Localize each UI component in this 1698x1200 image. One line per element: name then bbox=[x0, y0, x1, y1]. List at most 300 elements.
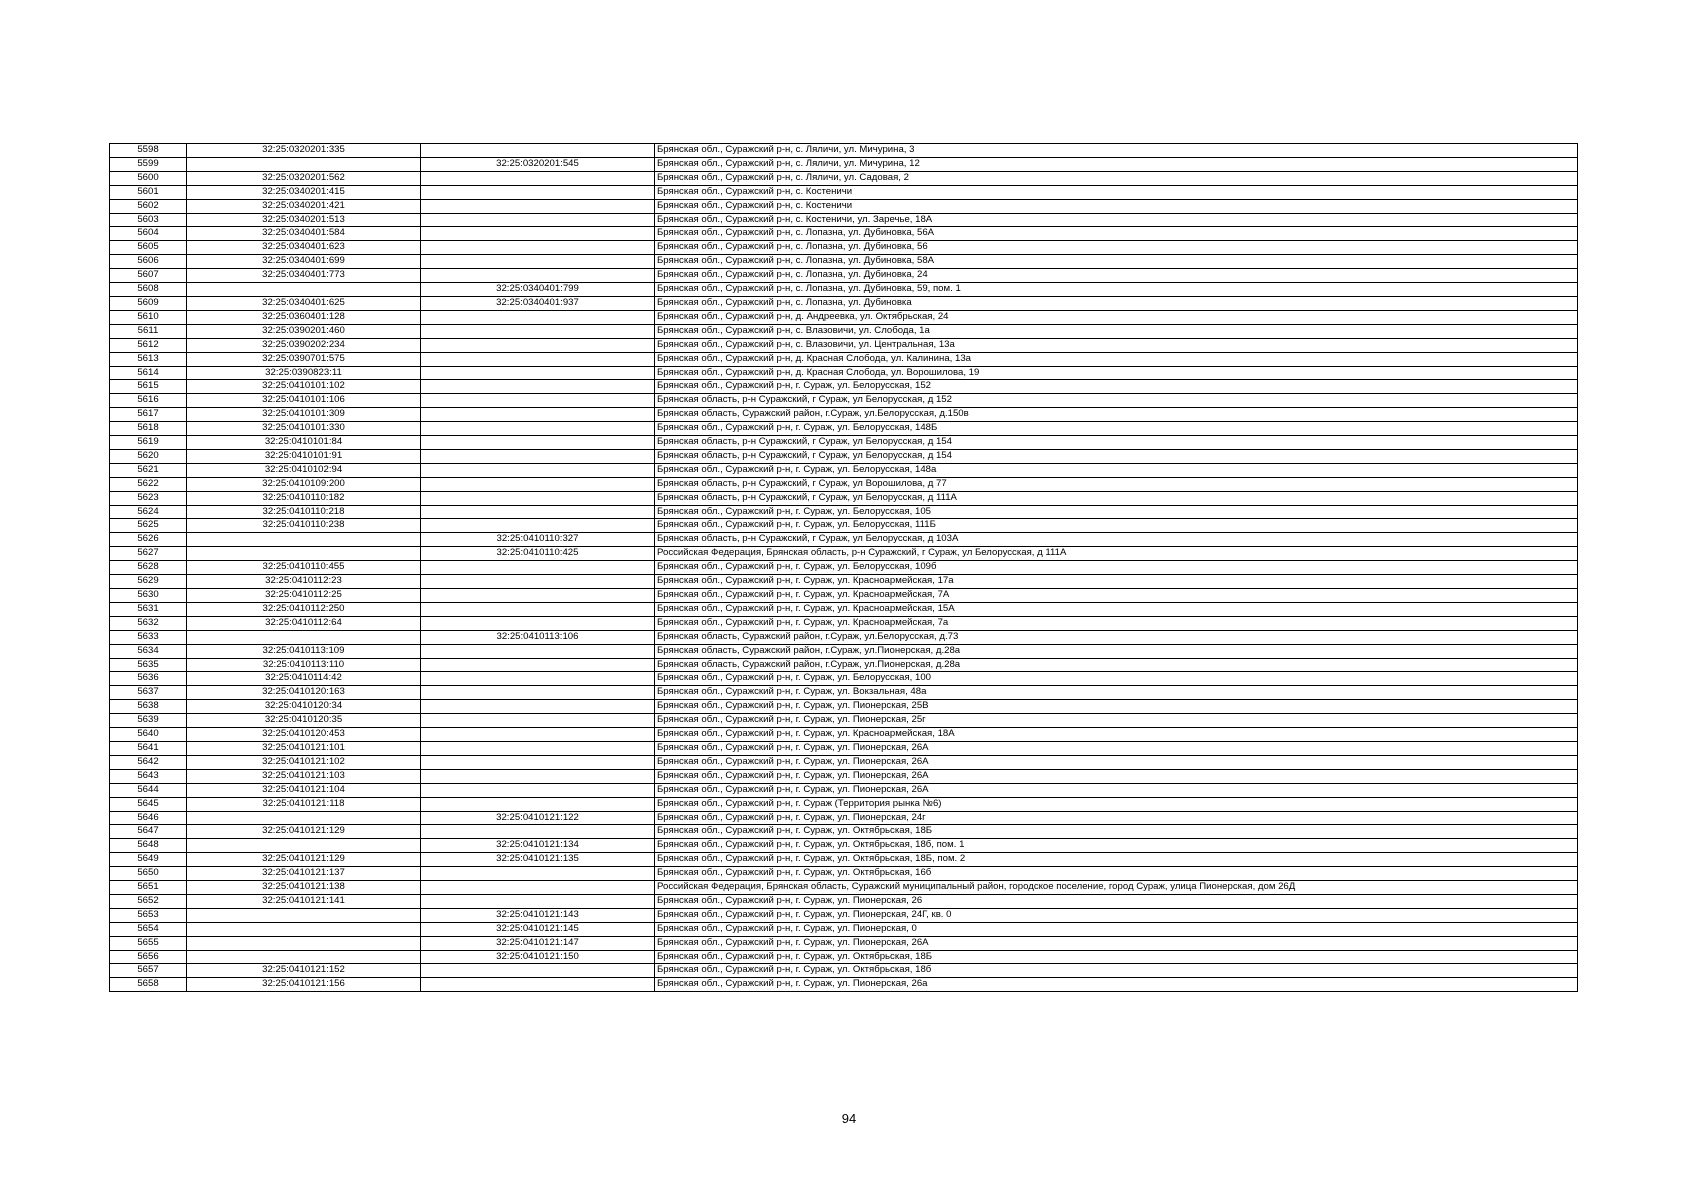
table-row bbox=[110, 575, 1578, 589]
land-cadastral-number-cell: 32:25:0410121:137 bbox=[187, 867, 421, 881]
land-cadastral-number-cell: 32:25:0340201:421 bbox=[187, 199, 421, 213]
table-row bbox=[110, 700, 1578, 714]
address-cell: Брянская обл., Суражский р-н, г. Сураж, ул. Белорусская, 148Б bbox=[655, 422, 1578, 436]
table-row bbox=[110, 769, 1578, 783]
row-number-cell: 5643 bbox=[110, 769, 187, 783]
building-cadastral-number-cell bbox=[421, 171, 655, 185]
land-cadastral-number-cell: 32:25:0390823:11 bbox=[187, 366, 421, 380]
building-cadastral-number-cell bbox=[421, 728, 655, 742]
table-row bbox=[110, 352, 1578, 366]
row-number-cell: 5638 bbox=[110, 700, 187, 714]
address-cell: Брянская обл., Суражский р-н, г. Сураж, ул. Пионерская, 25г bbox=[655, 714, 1578, 728]
building-cadastral-number-cell bbox=[421, 505, 655, 519]
table-row bbox=[110, 144, 1578, 158]
table-row bbox=[110, 867, 1578, 881]
land-cadastral-number-cell: 32:25:0320201:335 bbox=[187, 144, 421, 158]
row-number-cell: 5623 bbox=[110, 491, 187, 505]
address-cell: Брянская обл., Суражский р-н, г. Сураж, ул. Красноармейская, 18А bbox=[655, 728, 1578, 742]
land-cadastral-number-cell bbox=[187, 630, 421, 644]
address-cell: Брянская обл., Суражский р-н, г. Сураж, ул. Пионерская, 26 bbox=[655, 894, 1578, 908]
land-cadastral-number-cell: 32:25:0360401:128 bbox=[187, 310, 421, 324]
land-cadastral-number-cell: 32:25:0320201:562 bbox=[187, 171, 421, 185]
land-cadastral-number-cell: 32:25:0410110:182 bbox=[187, 491, 421, 505]
land-cadastral-number-cell bbox=[187, 157, 421, 171]
table-row bbox=[110, 436, 1578, 450]
building-cadastral-number-cell: 32:25:0340401:937 bbox=[421, 296, 655, 310]
building-cadastral-number-cell: 32:25:0410110:425 bbox=[421, 547, 655, 561]
table-row bbox=[110, 950, 1578, 964]
address-cell: Брянская область, р-н Суражский, г Сураж, ул Белорусская, д 154 bbox=[655, 449, 1578, 463]
address-cell: Брянская обл., Суражский р-н, г. Сураж, ул. Вокзальная, 48а bbox=[655, 686, 1578, 700]
table-row bbox=[110, 422, 1578, 436]
building-cadastral-number-cell bbox=[421, 714, 655, 728]
row-number-cell: 5631 bbox=[110, 602, 187, 616]
land-cadastral-number-cell: 32:25:0410101:309 bbox=[187, 408, 421, 422]
table-row bbox=[110, 908, 1578, 922]
table-row bbox=[110, 269, 1578, 283]
address-cell: Брянская обл., Суражский р-н, с. Лопазна, ул. Дубиновка, 56А bbox=[655, 227, 1578, 241]
building-cadastral-number-cell bbox=[421, 366, 655, 380]
address-cell: Брянская обл., Суражский р-н, г. Сураж, ул. Пионерская, 26А bbox=[655, 741, 1578, 755]
building-cadastral-number-cell bbox=[421, 255, 655, 269]
address-cell: Брянская обл., Суражский р-н, г. Сураж, ул. Белорусская, 111Б bbox=[655, 519, 1578, 533]
building-cadastral-number-cell bbox=[421, 199, 655, 213]
land-cadastral-number-cell: 32:25:0410121:129 bbox=[187, 853, 421, 867]
address-cell: Российская Федерация, Брянская область, Суражский муниципальный район, городское поселение, город Сураж, улица Пионерская, дом 26Д bbox=[655, 881, 1578, 895]
building-cadastral-number-cell bbox=[421, 672, 655, 686]
land-cadastral-number-cell: 32:25:0340401:773 bbox=[187, 269, 421, 283]
address-cell: Брянская обл., Суражский р-н, с. Ляличи, ул. Мичурина, 3 bbox=[655, 144, 1578, 158]
land-cadastral-number-cell: 32:25:0410112:250 bbox=[187, 602, 421, 616]
address-cell: Брянская обл., Суражский р-н, д. Андреевка, ул. Октябрьская, 24 bbox=[655, 310, 1578, 324]
row-number-cell: 5644 bbox=[110, 783, 187, 797]
table-row bbox=[110, 380, 1578, 394]
address-cell: Брянская обл., Суражский р-н, г. Сураж (Территория рынка №6) bbox=[655, 797, 1578, 811]
table-row bbox=[110, 755, 1578, 769]
row-number-cell: 5627 bbox=[110, 547, 187, 561]
table-row bbox=[110, 477, 1578, 491]
table-row bbox=[110, 741, 1578, 755]
address-cell: Брянская область, Суражский район, г.Сураж, ул.Пионерская, д.28а bbox=[655, 644, 1578, 658]
row-number-cell: 5613 bbox=[110, 352, 187, 366]
land-cadastral-number-cell: 32:25:0410121:141 bbox=[187, 894, 421, 908]
land-cadastral-number-cell: 32:25:0410121:129 bbox=[187, 825, 421, 839]
building-cadastral-number-cell bbox=[421, 978, 655, 992]
building-cadastral-number-cell bbox=[421, 783, 655, 797]
land-cadastral-number-cell: 32:25:0410101:106 bbox=[187, 394, 421, 408]
row-number-cell: 5624 bbox=[110, 505, 187, 519]
land-cadastral-number-cell: 32:25:0390202:234 bbox=[187, 338, 421, 352]
address-cell: Брянская обл., Суражский р-н, г. Сураж, ул. Пионерская, 26А bbox=[655, 936, 1578, 950]
table-row bbox=[110, 255, 1578, 269]
building-cadastral-number-cell bbox=[421, 881, 655, 895]
row-number-cell: 5639 bbox=[110, 714, 187, 728]
land-cadastral-number-cell: 32:25:0410114:42 bbox=[187, 672, 421, 686]
row-number-cell: 5611 bbox=[110, 324, 187, 338]
land-cadastral-number-cell: 32:25:0390201:460 bbox=[187, 324, 421, 338]
land-cadastral-number-cell: 32:25:0410120:34 bbox=[187, 700, 421, 714]
address-cell: Брянская обл., Суражский р-н, с. Влазовичи, ул. Слобода, 1а bbox=[655, 324, 1578, 338]
address-cell: Брянская обл., Суражский р-н, г. Сураж, ул. Октябрьская, 18б, пом. 1 bbox=[655, 839, 1578, 853]
address-cell: Брянская обл., Суражский р-н, д. Красная Слобода, ул. Калинина, 13а bbox=[655, 352, 1578, 366]
table-row bbox=[110, 894, 1578, 908]
building-cadastral-number-cell bbox=[421, 408, 655, 422]
row-number-cell: 5626 bbox=[110, 533, 187, 547]
table-row bbox=[110, 936, 1578, 950]
land-cadastral-number-cell: 32:25:0340401:584 bbox=[187, 227, 421, 241]
table-row bbox=[110, 449, 1578, 463]
land-cadastral-number-cell: 32:25:0410110:455 bbox=[187, 561, 421, 575]
row-number-cell: 5655 bbox=[110, 936, 187, 950]
row-number-cell: 5599 bbox=[110, 157, 187, 171]
building-cadastral-number-cell: 32:25:0320201:545 bbox=[421, 157, 655, 171]
land-cadastral-number-cell: 32:25:0410121:118 bbox=[187, 797, 421, 811]
address-cell: Брянская обл., Суражский р-н, с. Влазовичи, ул. Центральная, 13а bbox=[655, 338, 1578, 352]
address-cell: Брянская обл., Суражский р-н, г. Сураж, ул. Белорусская, 148а bbox=[655, 463, 1578, 477]
row-number-cell: 5630 bbox=[110, 589, 187, 603]
land-cadastral-number-cell: 32:25:0410102:94 bbox=[187, 463, 421, 477]
land-cadastral-number-cell bbox=[187, 908, 421, 922]
table-row bbox=[110, 241, 1578, 255]
address-cell: Брянская область, Суражский район, г.Сураж, ул.Белорусская, д.150в bbox=[655, 408, 1578, 422]
building-cadastral-number-cell bbox=[421, 686, 655, 700]
land-cadastral-number-cell: 32:25:0410101:102 bbox=[187, 380, 421, 394]
row-number-cell: 5648 bbox=[110, 839, 187, 853]
row-number-cell: 5647 bbox=[110, 825, 187, 839]
land-cadastral-number-cell: 32:25:0410112:23 bbox=[187, 575, 421, 589]
building-cadastral-number-cell: 32:25:0410121:147 bbox=[421, 936, 655, 950]
row-number-cell: 5653 bbox=[110, 908, 187, 922]
address-cell: Брянская обл., Суражский р-н, с. Ляличи, ул. Мичурина, 12 bbox=[655, 157, 1578, 171]
address-cell: Брянская область, Суражский район, г.Сураж, ул.Белорусская, д.73 bbox=[655, 630, 1578, 644]
table-row bbox=[110, 283, 1578, 297]
land-cadastral-number-cell bbox=[187, 936, 421, 950]
row-number-cell: 5615 bbox=[110, 380, 187, 394]
table-row bbox=[110, 533, 1578, 547]
table-row bbox=[110, 672, 1578, 686]
table-row bbox=[110, 630, 1578, 644]
row-number-cell: 5612 bbox=[110, 338, 187, 352]
address-cell: Брянская обл., Суражский р-н, г. Сураж, ул. Пионерская, 26А bbox=[655, 783, 1578, 797]
address-cell: Брянская обл., Суражский р-н, г. Сураж, ул. Пионерская, 0 bbox=[655, 922, 1578, 936]
table-row bbox=[110, 394, 1578, 408]
building-cadastral-number-cell bbox=[421, 213, 655, 227]
address-cell: Брянская обл., Суражский р-н, с. Лопазна, ул. Дубиновка bbox=[655, 296, 1578, 310]
land-cadastral-number-cell: 32:25:0410101:91 bbox=[187, 449, 421, 463]
address-cell: Брянская обл., Суражский р-н, г. Сураж, ул. Пионерская, 24Г, кв. 0 bbox=[655, 908, 1578, 922]
row-number-cell: 5600 bbox=[110, 171, 187, 185]
row-number-cell: 5629 bbox=[110, 575, 187, 589]
building-cadastral-number-cell: 32:25:0410121:143 bbox=[421, 908, 655, 922]
building-cadastral-number-cell bbox=[421, 602, 655, 616]
table-row bbox=[110, 408, 1578, 422]
row-number-cell: 5609 bbox=[110, 296, 187, 310]
table-row bbox=[110, 589, 1578, 603]
building-cadastral-number-cell: 32:25:0410121:122 bbox=[421, 811, 655, 825]
building-cadastral-number-cell bbox=[421, 825, 655, 839]
address-cell: Брянская обл., Суражский р-н, г. Сураж, ул. Красноармейская, 17а bbox=[655, 575, 1578, 589]
land-cadastral-number-cell bbox=[187, 533, 421, 547]
row-number-cell: 5598 bbox=[110, 144, 187, 158]
table-row bbox=[110, 686, 1578, 700]
row-number-cell: 5628 bbox=[110, 561, 187, 575]
land-cadastral-number-cell: 32:25:0410109:200 bbox=[187, 477, 421, 491]
building-cadastral-number-cell: 32:25:0410121:145 bbox=[421, 922, 655, 936]
row-number-cell: 5637 bbox=[110, 686, 187, 700]
row-number-cell: 5633 bbox=[110, 630, 187, 644]
row-number-cell: 5617 bbox=[110, 408, 187, 422]
row-number-cell: 5656 bbox=[110, 950, 187, 964]
row-number-cell: 5622 bbox=[110, 477, 187, 491]
table-row bbox=[110, 296, 1578, 310]
land-cadastral-number-cell: 32:25:0410121:138 bbox=[187, 881, 421, 895]
building-cadastral-number-cell bbox=[421, 227, 655, 241]
land-cadastral-number-cell: 32:25:0410121:104 bbox=[187, 783, 421, 797]
table-row bbox=[110, 797, 1578, 811]
address-cell: Брянская обл., Суражский р-н, с. Лопазна, ул. Дубиновка, 24 bbox=[655, 269, 1578, 283]
building-cadastral-number-cell bbox=[421, 185, 655, 199]
land-cadastral-number-cell: 32:25:0340201:415 bbox=[187, 185, 421, 199]
address-cell: Брянская обл., Суражский р-н, г. Сураж, ул. Красноармейская, 7а bbox=[655, 616, 1578, 630]
address-cell: Брянская область, р-н Суражский, г Сураж, ул Белорусская, д 103А bbox=[655, 533, 1578, 547]
table-row bbox=[110, 825, 1578, 839]
address-cell: Брянская область, Суражский район, г.Сураж, ул.Пионерская, д.28а bbox=[655, 658, 1578, 672]
address-cell: Брянская обл., Суражский р-н, г. Сураж, ул. Октябрьская, 16б bbox=[655, 867, 1578, 881]
land-cadastral-number-cell: 32:25:0410121:103 bbox=[187, 769, 421, 783]
table-row bbox=[110, 491, 1578, 505]
address-cell: Брянская обл., Суражский р-н, г. Сураж, ул. Белорусская, 105 bbox=[655, 505, 1578, 519]
building-cadastral-number-cell bbox=[421, 589, 655, 603]
land-cadastral-number-cell: 32:25:0410121:156 bbox=[187, 978, 421, 992]
row-number-cell: 5635 bbox=[110, 658, 187, 672]
row-number-cell: 5620 bbox=[110, 449, 187, 463]
address-cell: Брянская обл., Суражский р-н, с. Костеничи, ул. Заречье, 18А bbox=[655, 213, 1578, 227]
row-number-cell: 5652 bbox=[110, 894, 187, 908]
row-number-cell: 5640 bbox=[110, 728, 187, 742]
address-cell: Брянская обл., Суражский р-н, г. Сураж, ул. Октябрьская, 18Б bbox=[655, 950, 1578, 964]
row-number-cell: 5621 bbox=[110, 463, 187, 477]
address-cell: Брянская обл., Суражский р-н, г. Сураж, ул. Пионерская, 26а bbox=[655, 978, 1578, 992]
row-number-cell: 5657 bbox=[110, 964, 187, 978]
row-number-cell: 5646 bbox=[110, 811, 187, 825]
table-row bbox=[110, 839, 1578, 853]
address-cell: Брянская область, р-н Суражский, г Сураж, ул Белорусская, д 152 bbox=[655, 394, 1578, 408]
table-row bbox=[110, 213, 1578, 227]
building-cadastral-number-cell bbox=[421, 491, 655, 505]
row-number-cell: 5642 bbox=[110, 755, 187, 769]
row-number-cell: 5618 bbox=[110, 422, 187, 436]
building-cadastral-number-cell bbox=[421, 769, 655, 783]
land-cadastral-number-cell bbox=[187, 950, 421, 964]
address-cell: Брянская обл., Суражский р-н, г. Сураж, ул. Октябрьская, 18Б, пом. 2 bbox=[655, 853, 1578, 867]
address-cell: Брянская область, р-н Суражский, г Сураж, ул Белорусская, д 111А bbox=[655, 491, 1578, 505]
address-cell: Брянская обл., Суражский р-н, с. Костеничи bbox=[655, 185, 1578, 199]
table-row bbox=[110, 644, 1578, 658]
row-number-cell: 5601 bbox=[110, 185, 187, 199]
building-cadastral-number-cell bbox=[421, 422, 655, 436]
building-cadastral-number-cell bbox=[421, 324, 655, 338]
address-cell: Брянская обл., Суражский р-н, г. Сураж, ул. Пионерская, 26А bbox=[655, 755, 1578, 769]
land-cadastral-number-cell: 32:25:0410121:152 bbox=[187, 964, 421, 978]
address-cell: Брянская обл., Суражский р-н, г. Сураж, ул. Октябрьская, 18Б bbox=[655, 825, 1578, 839]
land-cadastral-number-cell: 32:25:0410113:110 bbox=[187, 658, 421, 672]
building-cadastral-number-cell bbox=[421, 241, 655, 255]
table-row bbox=[110, 602, 1578, 616]
table-row bbox=[110, 881, 1578, 895]
row-number-cell: 5654 bbox=[110, 922, 187, 936]
table-row bbox=[110, 561, 1578, 575]
table-row bbox=[110, 714, 1578, 728]
table-row bbox=[110, 616, 1578, 630]
building-cadastral-number-cell bbox=[421, 700, 655, 714]
address-cell: Брянская обл., Суражский р-н, с. Ляличи, ул. Садовая, 2 bbox=[655, 171, 1578, 185]
building-cadastral-number-cell bbox=[421, 616, 655, 630]
row-number-cell: 5606 bbox=[110, 255, 187, 269]
land-cadastral-number-cell: 32:25:0410120:163 bbox=[187, 686, 421, 700]
row-number-cell: 5641 bbox=[110, 741, 187, 755]
row-number-cell: 5649 bbox=[110, 853, 187, 867]
building-cadastral-number-cell bbox=[421, 644, 655, 658]
building-cadastral-number-cell bbox=[421, 658, 655, 672]
building-cadastral-number-cell bbox=[421, 449, 655, 463]
table-row bbox=[110, 199, 1578, 213]
land-cadastral-number-cell bbox=[187, 922, 421, 936]
building-cadastral-number-cell bbox=[421, 561, 655, 575]
row-number-cell: 5604 bbox=[110, 227, 187, 241]
building-cadastral-number-cell bbox=[421, 755, 655, 769]
address-cell: Брянская обл., Суражский р-н, г. Сураж, ул. Белорусская, 109б bbox=[655, 561, 1578, 575]
building-cadastral-number-cell: 32:25:0410121:134 bbox=[421, 839, 655, 853]
land-cadastral-number-cell bbox=[187, 547, 421, 561]
land-cadastral-number-cell bbox=[187, 839, 421, 853]
row-number-cell: 5608 bbox=[110, 283, 187, 297]
row-number-cell: 5605 bbox=[110, 241, 187, 255]
land-cadastral-number-cell bbox=[187, 283, 421, 297]
building-cadastral-number-cell: 32:25:0340401:799 bbox=[421, 283, 655, 297]
building-cadastral-number-cell bbox=[421, 477, 655, 491]
table-row bbox=[110, 783, 1578, 797]
row-number-cell: 5602 bbox=[110, 199, 187, 213]
row-number-cell: 5634 bbox=[110, 644, 187, 658]
table-row bbox=[110, 658, 1578, 672]
table-row bbox=[110, 728, 1578, 742]
land-cadastral-number-cell: 32:25:0390701:575 bbox=[187, 352, 421, 366]
table-row bbox=[110, 324, 1578, 338]
building-cadastral-number-cell bbox=[421, 394, 655, 408]
row-number-cell: 5616 bbox=[110, 394, 187, 408]
table-row bbox=[110, 171, 1578, 185]
building-cadastral-number-cell bbox=[421, 338, 655, 352]
table-row bbox=[110, 185, 1578, 199]
land-cadastral-number-cell bbox=[187, 811, 421, 825]
table-body bbox=[110, 144, 1578, 992]
address-cell: Брянская обл., Суражский р-н, г. Сураж, ул. Красноармейская, 7А bbox=[655, 589, 1578, 603]
building-cadastral-number-cell bbox=[421, 519, 655, 533]
building-cadastral-number-cell bbox=[421, 310, 655, 324]
table-row bbox=[110, 547, 1578, 561]
address-cell: Брянская обл., Суражский р-н, г. Сураж, ул. Красноармейская, 15А bbox=[655, 602, 1578, 616]
building-cadastral-number-cell bbox=[421, 964, 655, 978]
address-cell: Брянская область, р-н Суражский, г Сураж, ул Белорусская, д 154 bbox=[655, 436, 1578, 450]
table-row bbox=[110, 310, 1578, 324]
row-number-cell: 5603 bbox=[110, 213, 187, 227]
building-cadastral-number-cell bbox=[421, 575, 655, 589]
address-cell: Брянская обл., Суражский р-н, с. Костеничи bbox=[655, 199, 1578, 213]
table-row bbox=[110, 853, 1578, 867]
table-row bbox=[110, 978, 1578, 992]
building-cadastral-number-cell: 32:25:0410121:150 bbox=[421, 950, 655, 964]
table-row bbox=[110, 505, 1578, 519]
page-number: 94 bbox=[841, 1111, 857, 1126]
row-number-cell: 5636 bbox=[110, 672, 187, 686]
row-number-cell: 5610 bbox=[110, 310, 187, 324]
address-cell: Брянская обл., Суражский р-н, с. Лопазна, ул. Дубиновка, 58А bbox=[655, 255, 1578, 269]
table-row bbox=[110, 964, 1578, 978]
building-cadastral-number-cell bbox=[421, 797, 655, 811]
land-cadastral-number-cell: 32:25:0410120:35 bbox=[187, 714, 421, 728]
land-cadastral-number-cell: 32:25:0410121:102 bbox=[187, 755, 421, 769]
table-row bbox=[110, 366, 1578, 380]
table-row bbox=[110, 157, 1578, 171]
building-cadastral-number-cell: 32:25:0410113:106 bbox=[421, 630, 655, 644]
land-cadastral-number-cell: 32:25:0340401:699 bbox=[187, 255, 421, 269]
building-cadastral-number-cell bbox=[421, 894, 655, 908]
row-number-cell: 5645 bbox=[110, 797, 187, 811]
address-cell: Брянская обл., Суражский р-н, с. Лопазна, ул. Дубиновка, 56 bbox=[655, 241, 1578, 255]
address-cell: Брянская обл., Суражский р-н, г. Сураж, ул. Пионерская, 25В bbox=[655, 700, 1578, 714]
table-row bbox=[110, 519, 1578, 533]
land-cadastral-number-cell: 32:25:0410110:238 bbox=[187, 519, 421, 533]
table-row bbox=[110, 227, 1578, 241]
address-cell: Брянская обл., Суражский р-н, г. Сураж, ул. Белорусская, 152 bbox=[655, 380, 1578, 394]
building-cadastral-number-cell bbox=[421, 144, 655, 158]
building-cadastral-number-cell bbox=[421, 269, 655, 283]
land-cadastral-number-cell: 32:25:0410112:64 bbox=[187, 616, 421, 630]
table-row bbox=[110, 922, 1578, 936]
building-cadastral-number-cell: 32:25:0410121:135 bbox=[421, 853, 655, 867]
table-row bbox=[110, 338, 1578, 352]
row-number-cell: 5650 bbox=[110, 867, 187, 881]
row-number-cell: 5619 bbox=[110, 436, 187, 450]
building-cadastral-number-cell: 32:25:0410110:327 bbox=[421, 533, 655, 547]
table-row bbox=[110, 811, 1578, 825]
property-table bbox=[109, 143, 1578, 992]
land-cadastral-number-cell: 32:25:0340401:625 bbox=[187, 296, 421, 310]
building-cadastral-number-cell bbox=[421, 463, 655, 477]
address-cell: Брянская обл., Суражский р-н, г. Сураж, ул. Октябрьская, 18б bbox=[655, 964, 1578, 978]
building-cadastral-number-cell bbox=[421, 352, 655, 366]
address-cell: Брянская обл., Суражский р-н, с. Лопазна, ул. Дубиновка, 59, пом. 1 bbox=[655, 283, 1578, 297]
building-cadastral-number-cell bbox=[421, 436, 655, 450]
row-number-cell: 5632 bbox=[110, 616, 187, 630]
address-cell: Брянская область, р-н Суражский, г Сураж, ул Ворошилова, д 77 bbox=[655, 477, 1578, 491]
address-cell: Брянская обл., Суражский р-н, г. Сураж, ул. Пионерская, 24г bbox=[655, 811, 1578, 825]
building-cadastral-number-cell bbox=[421, 741, 655, 755]
land-cadastral-number-cell: 32:25:0410120:453 bbox=[187, 728, 421, 742]
land-cadastral-number-cell: 32:25:0410121:101 bbox=[187, 741, 421, 755]
land-cadastral-number-cell: 32:25:0410112:25 bbox=[187, 589, 421, 603]
row-number-cell: 5651 bbox=[110, 881, 187, 895]
building-cadastral-number-cell bbox=[421, 380, 655, 394]
address-cell: Брянская обл., Суражский р-н, г. Сураж, ул. Белорусская, 100 bbox=[655, 672, 1578, 686]
land-cadastral-number-cell: 32:25:0410101:330 bbox=[187, 422, 421, 436]
address-cell: Брянская обл., Суражский р-н, г. Сураж, ул. Пионерская, 26А bbox=[655, 769, 1578, 783]
address-cell: Брянская обл., Суражский р-н, д. Красная Слобода, ул. Ворошилова, 19 bbox=[655, 366, 1578, 380]
land-cadastral-number-cell: 32:25:0410110:218 bbox=[187, 505, 421, 519]
table-row bbox=[110, 463, 1578, 477]
land-cadastral-number-cell: 32:25:0340401:623 bbox=[187, 241, 421, 255]
land-cadastral-number-cell: 32:25:0340201:513 bbox=[187, 213, 421, 227]
